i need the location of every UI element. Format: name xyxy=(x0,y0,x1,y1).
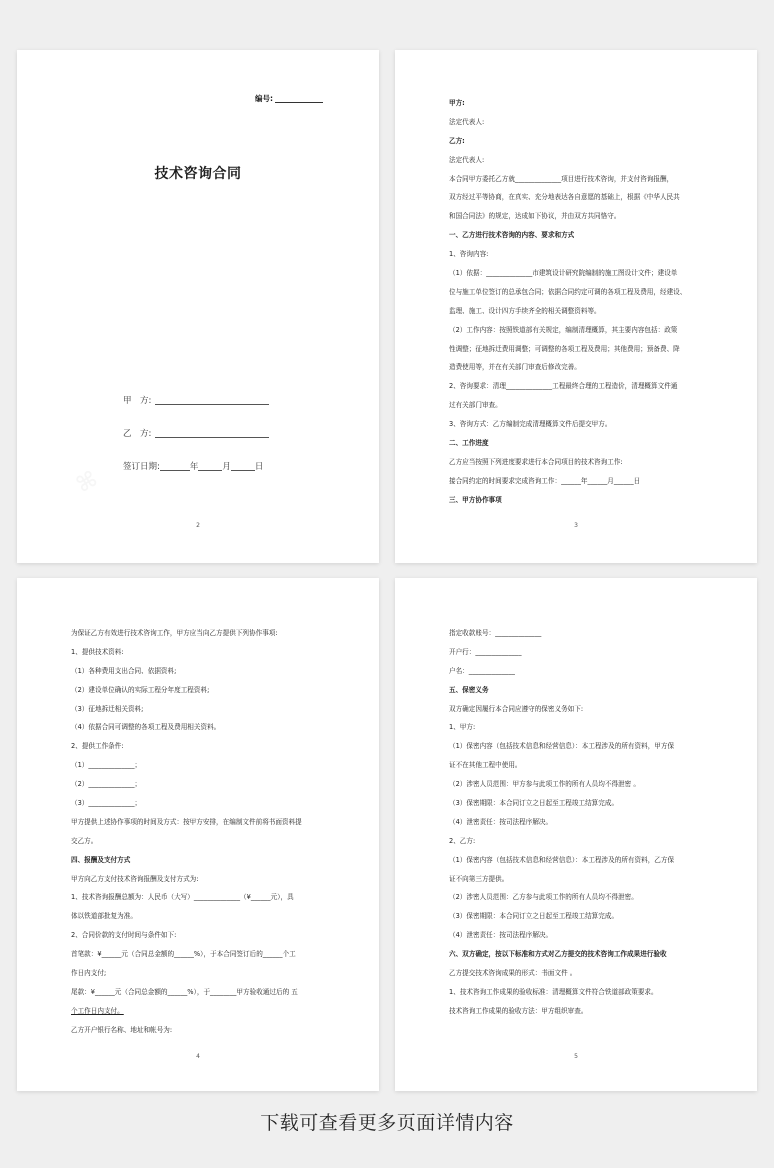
month-blank xyxy=(198,461,222,471)
text-line: 双方确定因履行本合同应遵守的保密义务如下: xyxy=(449,704,584,713)
text-line: （1）各种费用支出合同、依据资料; xyxy=(71,666,177,675)
text-line: （3）保密期限：本合同订立之日起至工程竣工结算完成。 xyxy=(449,799,619,808)
text-line: （1）保密内容（包括技术信息和经营信息）：本工程涉及的所有资料，乙方保 xyxy=(449,855,675,864)
contract-page-2 xyxy=(17,50,379,563)
party-a-field xyxy=(123,394,269,406)
page-body xyxy=(71,624,323,1040)
text-line: 1、提供技术资料: xyxy=(71,647,124,656)
contract-page-5 xyxy=(395,578,757,1091)
text-line: 证不在其他工程中使用。 xyxy=(449,761,522,770)
text-line: 双方经过平等协商，在真实、充分地表达各自意愿的基础上，根据《中华人民共 xyxy=(449,193,680,202)
section-heading: 五、保密义务 xyxy=(449,685,489,694)
text-line: 作日内支付; xyxy=(71,969,107,978)
page-number: 5 xyxy=(574,1053,578,1060)
text-line: 2、乙方: xyxy=(449,836,476,845)
text-line: 1、甲方: xyxy=(449,723,476,732)
year-blank xyxy=(160,461,190,471)
contract-page-4 xyxy=(17,578,379,1091)
section-heading: 二、工作进度 xyxy=(449,439,489,448)
party-b-label: 乙 方: xyxy=(123,429,152,439)
text-line: （4）泄密责任：按司法程序解决。 xyxy=(449,931,553,940)
page-number: 2 xyxy=(196,522,200,529)
text-line: 3、咨询方式：乙方编制完成清理概算文件后提交甲方。 xyxy=(449,420,612,429)
text-line: （3）______________； xyxy=(71,799,142,808)
text-line: （2）涉密人员范围：甲方参与此项工作的所有人员均不得泄密 。 xyxy=(449,780,640,789)
section-heading: 四、报酬及支付方式 xyxy=(71,855,131,864)
sign-date-field xyxy=(123,460,263,472)
sign-date-label: 签订日期: xyxy=(123,462,160,472)
text-line: （4）依据合同可调整的各项工程及费用相关资料。 xyxy=(71,723,221,732)
text-line: （3）征地拆迁相关资料; xyxy=(71,704,144,713)
text-line: 户名：______________ xyxy=(449,666,515,675)
party-a-blank xyxy=(155,395,269,405)
section-heading: 六、双方确定，按以下标准和方式对乙方提交的技术咨询工作成果进行验收 xyxy=(449,950,667,959)
text-line: 法定代表人: xyxy=(449,117,485,126)
page-number: 4 xyxy=(196,1053,200,1060)
section-heading: 甲方: xyxy=(449,99,465,107)
text-line: 监理、施工、设计四方手续齐全的相关调整资料等。 xyxy=(449,306,601,315)
text-line: （3）保密期限：本合同订立之日起至工程竣工结算完成。 xyxy=(449,912,619,921)
text-line: 法定代表人: xyxy=(449,155,485,164)
text-line: 造费使用等，并在有关部门审查后修改完善。 xyxy=(449,363,581,372)
party-b-blank xyxy=(155,428,269,438)
text-line: 为保证乙方有效进行技术咨询工作，甲方应当向乙方提供下列协作事项: xyxy=(71,629,278,637)
section-heading: 乙方: xyxy=(449,136,465,145)
text-line: （2）涉密人员范围：乙方参与此项工作的所有人员均不得泄密。 xyxy=(449,893,638,902)
text-line: （2）建设单位确认的实际工程分年度工程资料; xyxy=(71,685,210,694)
text-line: （2）______________； xyxy=(71,780,142,789)
contract-page-3 xyxy=(395,50,757,563)
text-line: 开户行：______________ xyxy=(449,647,522,656)
text-line: 乙方提交技术咨询成果的形式：书面文件 。 xyxy=(449,969,577,978)
text-line: 性调整；征地拆迁费用调整；可调整的各项工程及费用；其他费用；预备费、降 xyxy=(449,344,680,353)
text-line: 位与施工单位签订的总承包合同；依据合同约定可调的各项工程及费用，经建设、 xyxy=(449,287,687,296)
serial-label: 编号: xyxy=(255,94,273,103)
party-b-field xyxy=(123,427,269,439)
serial-blank xyxy=(275,94,323,103)
text-line: 体以铁道部批复为准。 xyxy=(71,912,137,921)
text-line: 甲方向乙方支付技术咨询报酬及支付方式为: xyxy=(71,874,199,883)
page-body xyxy=(449,94,701,510)
text-line: 1、技术咨询工作成果的验收标准：清理概算文件符合铁道部政策要求。 xyxy=(449,987,658,996)
text-line: 和国合同法》的规定，达成如下协议，并由双方共同恪守。 xyxy=(449,212,621,221)
text-line: （1）______________； xyxy=(71,761,142,770)
watermark xyxy=(72,467,102,499)
year-label: 年 xyxy=(189,462,199,472)
section-heading: 三、甲方协作事项 xyxy=(449,495,502,504)
text-line: （4）泄密责任：按司法程序解决。 xyxy=(449,817,553,826)
text-line: 1、咨询内容: xyxy=(449,250,489,259)
text-line: 技术咨询工作成果的验收方法：甲方组织审查。 xyxy=(449,1006,588,1015)
section-heading: 一、乙方进行技术咨询的内容、要求和方式 xyxy=(449,231,575,240)
text-line: 首笔款：¥______元（合同总金额的______%），于本合同签订后的______个工 xyxy=(71,950,296,959)
text-line: 1、技术咨询报酬总额为：人民币（大写）______________（¥______元），具 xyxy=(71,893,294,902)
text-line: 乙方开户银行名称、地址和帐号为: xyxy=(71,1025,173,1034)
text-line: 过有关部门审查。 xyxy=(449,401,502,410)
text-line: 2、咨询要求：清理______________工程最终合理的工程造价，清理概算文件通 xyxy=(449,382,678,391)
text-line: 指定收款账号：______________ xyxy=(449,629,542,637)
text-line: （1）依据：______________市建筑设计研究院编制的施工图设计文件；建设单 xyxy=(449,269,678,278)
text-line: 交乙方。 xyxy=(71,836,98,845)
day-label: 日 xyxy=(254,462,264,472)
text-line: （1）保密内容（包括技术信息和经营信息）：本工程涉及的所有资料，甲方保 xyxy=(449,742,675,751)
text-line: 乙方应当按照下列进度要求进行本合同项目的技术咨询工作: xyxy=(449,457,623,466)
document-title: 技术咨询合同 xyxy=(154,166,242,182)
page-body xyxy=(449,624,701,1021)
party-a-label: 甲 方: xyxy=(123,396,152,406)
page-number: 3 xyxy=(574,522,578,529)
text-line: 接合同约定的时间要求完成咨询工作：______年______月______日 xyxy=(449,476,641,485)
text-line: 证不向第三方提供。 xyxy=(449,874,509,883)
text-line: 甲方提供上述协作事项的时间及方式：按甲方安排，在编制文件前将书面资料提 xyxy=(71,817,302,826)
day-blank xyxy=(231,461,255,471)
text-line: 2、合同价款的支付时间与条件如下: xyxy=(71,931,177,940)
serial-number-field xyxy=(255,93,323,104)
text-line: 个工作日内支付。 xyxy=(71,1006,124,1015)
download-caption: 下载可查看更多页面详情内容 xyxy=(260,1112,514,1134)
text-line: 本合同甲方委托乙方就______________项目进行技术咨询，并支付咨询报酬， xyxy=(449,174,674,183)
text-line: 尾款：¥______元（合同总金额的______%），于________甲方验收通过后的 五 xyxy=(71,987,298,996)
month-label: 月 xyxy=(222,462,231,472)
text-line: （2）工作内容：按照铁道部有关规定，编制清理概算，其主要内容包括：政策 xyxy=(449,325,678,334)
text-line: 2、提供工作条件: xyxy=(71,742,124,751)
